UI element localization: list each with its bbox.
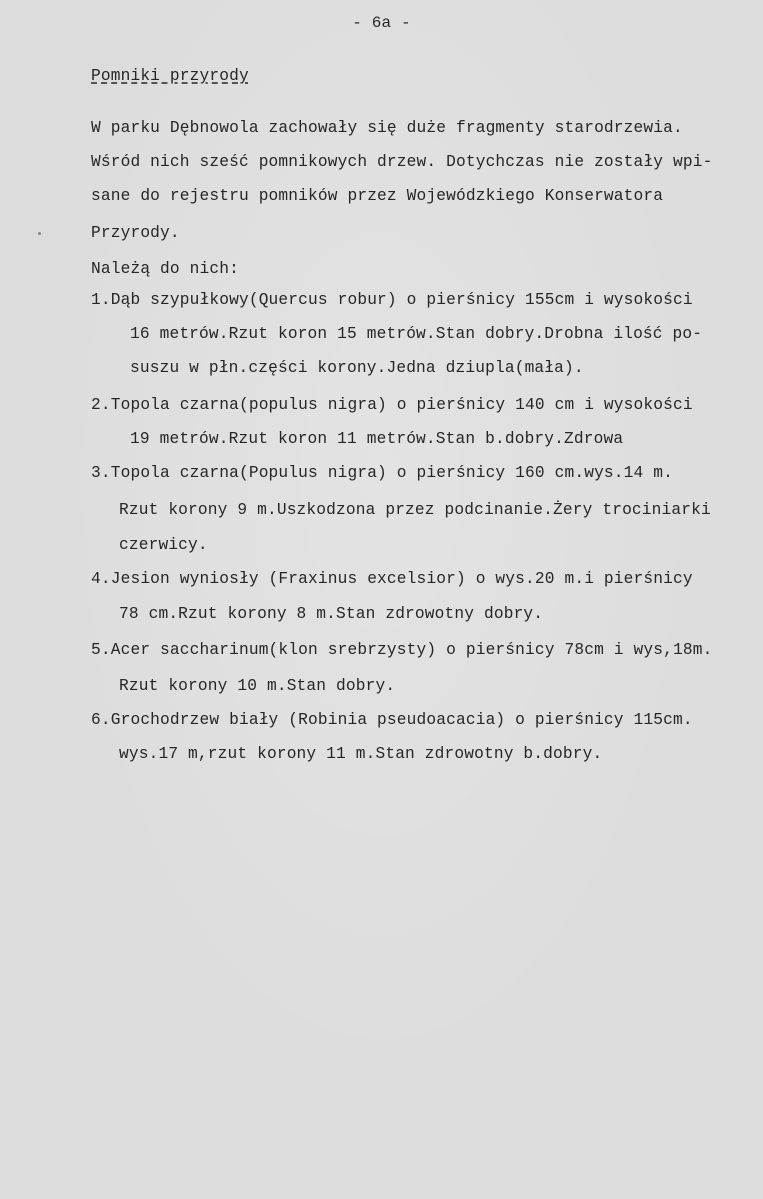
tree-item-4-line: 78 cm.Rzut korony 8 m.Stan zdrowotny dobry.: [119, 605, 544, 623]
tree-item-1-line: suszu w płn.części korony.Jedna dziupla(mała).: [130, 359, 584, 377]
page-number: - 6a -: [352, 14, 411, 32]
tree-item-3-line: Rzut korony 9 m.Uszkodzona przez podcinanie.Żery trociniarki: [119, 501, 711, 519]
intro-line: Przyrody.: [91, 224, 180, 242]
tree-item-6-line: wys.17 m,rzut korony 11 m.Stan zdrowotny b.dobry.: [119, 745, 603, 763]
tree-item-4-line: 4.Jesion wyniosły (Fraxinus excelsior) o wys.20 m.i pierśnicy: [91, 570, 693, 588]
intro-line: Wśród nich sześć pomnikowych drzew. Dotychczas nie zostały wpi-: [91, 153, 713, 171]
tree-item-5-line: Rzut korony 10 m.Stan dobry.: [119, 677, 396, 695]
section-heading: Pomniki przyrody: [91, 67, 249, 85]
tree-item-5-line: 5.Acer saccharinum(klon srebrzysty) o pierśnicy 78cm i wys,18m.: [91, 641, 713, 659]
tree-item-2-line: 19 metrów.Rzut koron 11 metrów.Stan b.dobry.Zdrowa: [130, 430, 624, 448]
tree-item-6-line: 6.Grochodrzew biały (Robinia pseudoacacia) o pierśnicy 115cm.: [91, 711, 693, 729]
tree-item-3-line: czerwicy.: [119, 536, 208, 554]
intro-line: W parku Dębnowola zachowały się duże fragmenty starodrzewia.: [91, 119, 683, 137]
list-intro: Należą do nich:: [91, 260, 239, 278]
margin-dot: [38, 232, 41, 235]
tree-item-3-line: 3.Topola czarna(Populus nigra) o pierśnicy 160 cm.wys.14 m.: [91, 464, 673, 482]
tree-item-1-line: 1.Dąb szypułkowy(Quercus robur) o pierśnicy 155cm i wysokości: [91, 291, 693, 309]
intro-line: sane do rejestru pomników przez Wojewódzkiego Konserwatora: [91, 187, 664, 205]
tree-item-1-line: 16 metrów.Rzut koron 15 metrów.Stan dobry.Drobna ilość po-: [130, 325, 703, 343]
tree-item-2-line: 2.Topola czarna(populus nigra) o pierśnicy 140 cm i wysokości: [91, 396, 693, 414]
